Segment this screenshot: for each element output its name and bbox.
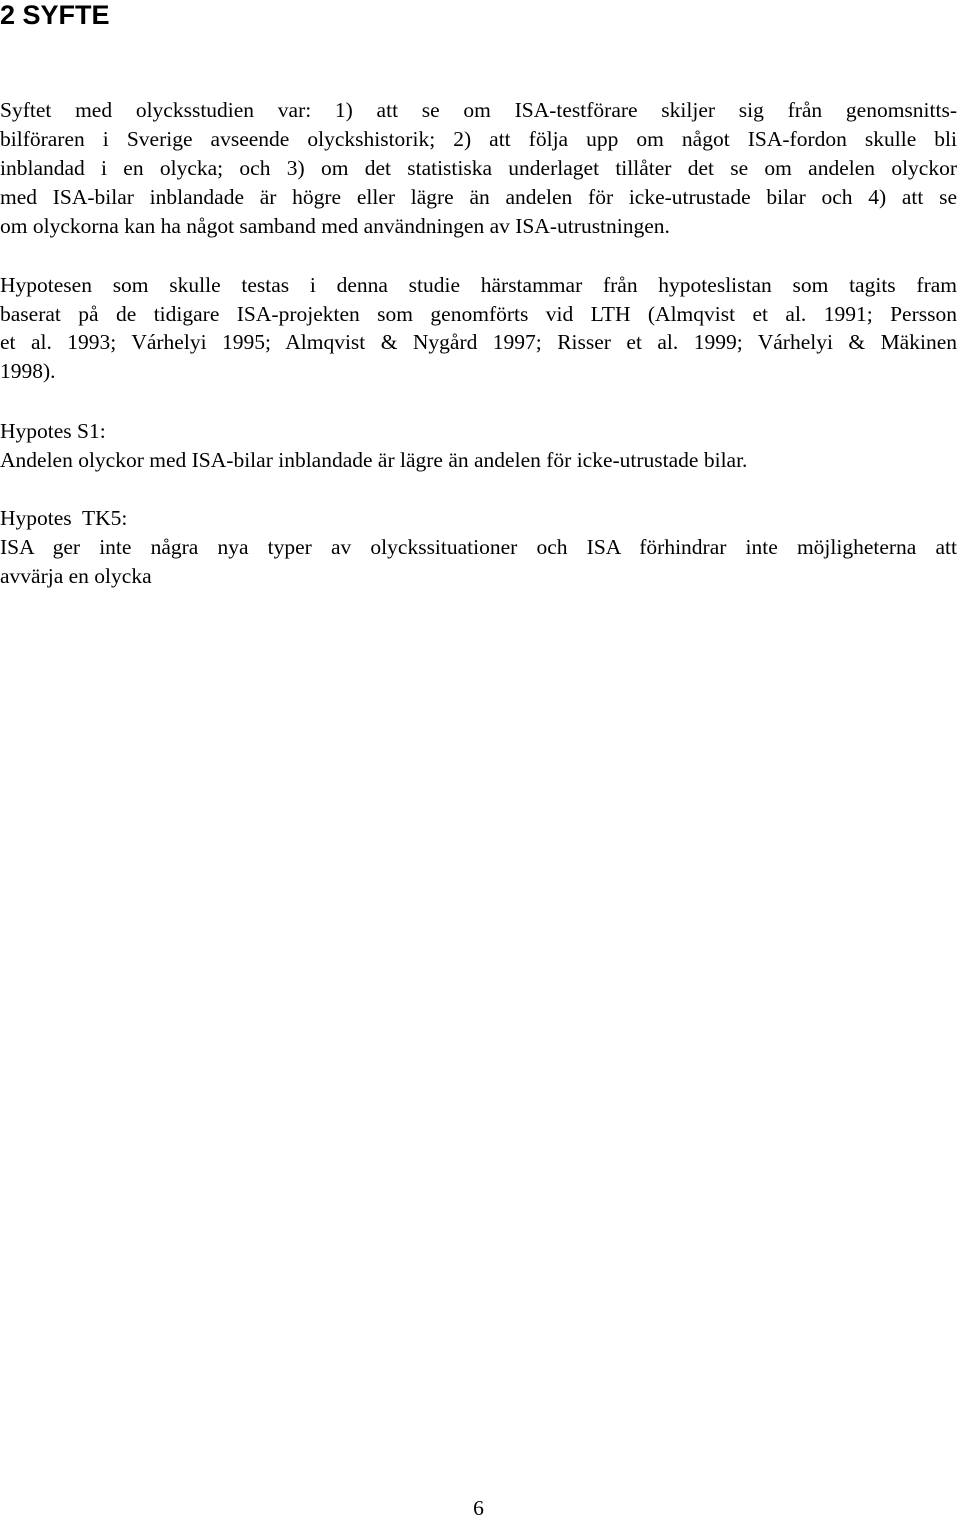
- paragraph-line: med ISA-bilar inblandade är högre eller lägre än andelen för icke-utrustade bilar och 4) att se: [0, 185, 957, 209]
- hypothesis-label: Hypotes TK5:: [0, 506, 128, 530]
- paragraph-line: et al. 1993; Várhelyi 1995; Almqvist & Nygård 1997; Risser et al. 1999; Várhelyi & Mäkinen: [0, 330, 957, 354]
- paragraph-line: 1998).: [0, 359, 56, 383]
- page-number: 6: [473, 1496, 484, 1520]
- paragraph-line: Syftet med olycksstudien var: 1) att se om ISA-testförare skiljer sig från genomsnitts-: [0, 98, 957, 122]
- hypothesis-text: ISA ger inte några nya typer av olyckssituationer och ISA förhindrar inte möjligheterna att: [0, 535, 957, 559]
- section-heading: 2 SYFTE: [0, 0, 110, 30]
- paragraph-line: bilföraren i Sverige avseende olyckshistorik; 2) att följa upp om något ISA-fordon skulle bli: [0, 127, 957, 151]
- paragraph-line: inblandad i en olycka; och 3) om det statistiska underlaget tillåter det se om andelen olyckor: [0, 156, 957, 180]
- paragraph-line: om olyckorna kan ha något samband med användningen av ISA-utrustningen.: [0, 214, 670, 238]
- paragraph-line: baserat på de tidigare ISA-projekten som genomförts vid LTH (Almqvist et al. 1991; Persson: [0, 302, 957, 326]
- paragraph-line: Hypotesen som skulle testas i denna studie härstammar från hypoteslistan som tagits fram: [0, 273, 957, 297]
- hypothesis-label: Hypotes S1:: [0, 419, 106, 443]
- hypothesis-text: Andelen olyckor med ISA-bilar inblandade är lägre än andelen för icke-utrustade bilar.: [0, 448, 748, 472]
- hypothesis-text: avvärja en olycka: [0, 564, 152, 588]
